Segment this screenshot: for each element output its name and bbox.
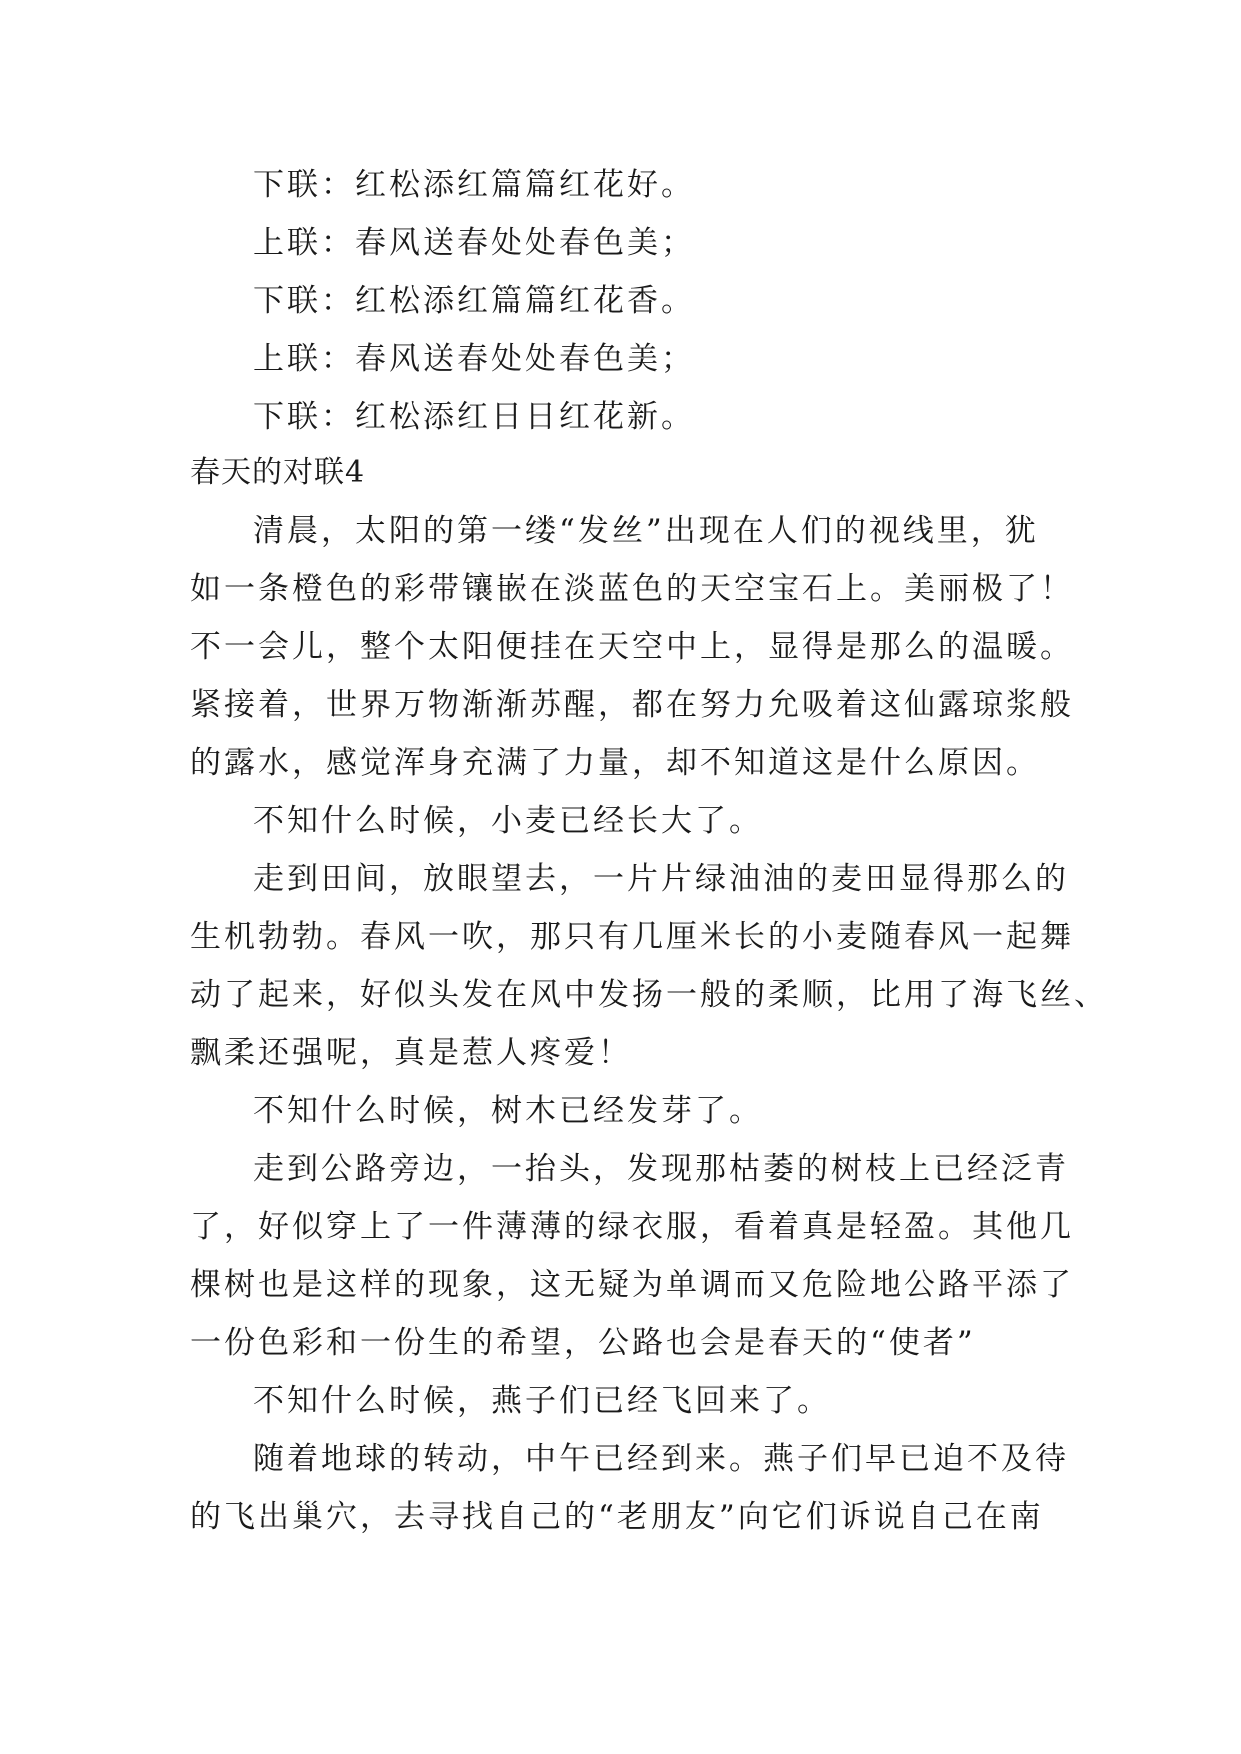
section-heading: 春天的对联4 [190, 455, 366, 490]
paragraph-line: 走到田间，放眼望去，一片片绿油油的麦田显得那么的 [253, 861, 1069, 897]
couplet-line: 上联：春风送春处处春色美； [253, 225, 695, 261]
couplet-line: 下联：红松添红篇篇红花好。 [253, 167, 695, 203]
paragraph-line: 随着地球的转动，中午已经到来。燕子们早已迫不及待 [253, 1441, 1069, 1477]
paragraph-line: 飘柔还强呢，真是惹人疼爱！ [190, 1035, 632, 1071]
paragraph-line: 紧接着，世界万物渐渐苏醒，都在努力允吸着这仙露琼浆般 [190, 687, 1074, 723]
document-content [190, 156, 1108, 1546]
couplet-line: 下联：红松添红篇篇红花香。 [253, 283, 695, 319]
paragraph-line: 走到公路旁边，一抬头，发现那枯萎的树枝上已经泛青 [253, 1151, 1069, 1187]
paragraph-line: 清晨，太阳的第一缕“发丝”出现在人们的视线里，犹 [253, 513, 1039, 549]
paragraph-line: 不知什么时候，燕子们已经飞回来了。 [253, 1383, 831, 1419]
paragraph-line: 不知什么时候，小麦已经长大了。 [253, 803, 763, 839]
paragraph-line: 不知什么时候，树木已经发芽了。 [253, 1093, 763, 1129]
paragraph-line: 棵树也是这样的现象，这无疑为单调而又危险地公路平添了 [190, 1267, 1074, 1303]
paragraph-line: 如一条橙色的彩带镶嵌在淡蓝色的天空宝石上。美丽极了！ [190, 571, 1074, 607]
paragraph-line: 一份色彩和一份生的希望，公路也会是春天的“使者” [190, 1325, 976, 1361]
couplet-line: 上联：春风送春处处春色美； [253, 341, 695, 377]
paragraph-line: 生机勃勃。春风一吹，那只有几厘米长的小麦随春风一起舞 [190, 919, 1074, 955]
paragraph-line: 动了起来，好似头发在风中发扬一般的柔顺，比用了海飞丝、 [190, 977, 1108, 1013]
paragraph-line: 了，好似穿上了一件薄薄的绿衣服，看着真是轻盈。其他几 [190, 1209, 1074, 1245]
couplet-line: 下联：红松添红日日红花新。 [253, 399, 695, 435]
paragraph-line: 不一会儿，整个太阳便挂在天空中上，显得是那么的温暖。 [190, 629, 1074, 665]
paragraph-line: 的露水，感觉浑身充满了力量，却不知道这是什么原因。 [190, 745, 1040, 781]
paragraph-line: 的飞出巢穴，去寻找自己的“老朋友”向它们诉说自己在南 [190, 1499, 1044, 1535]
